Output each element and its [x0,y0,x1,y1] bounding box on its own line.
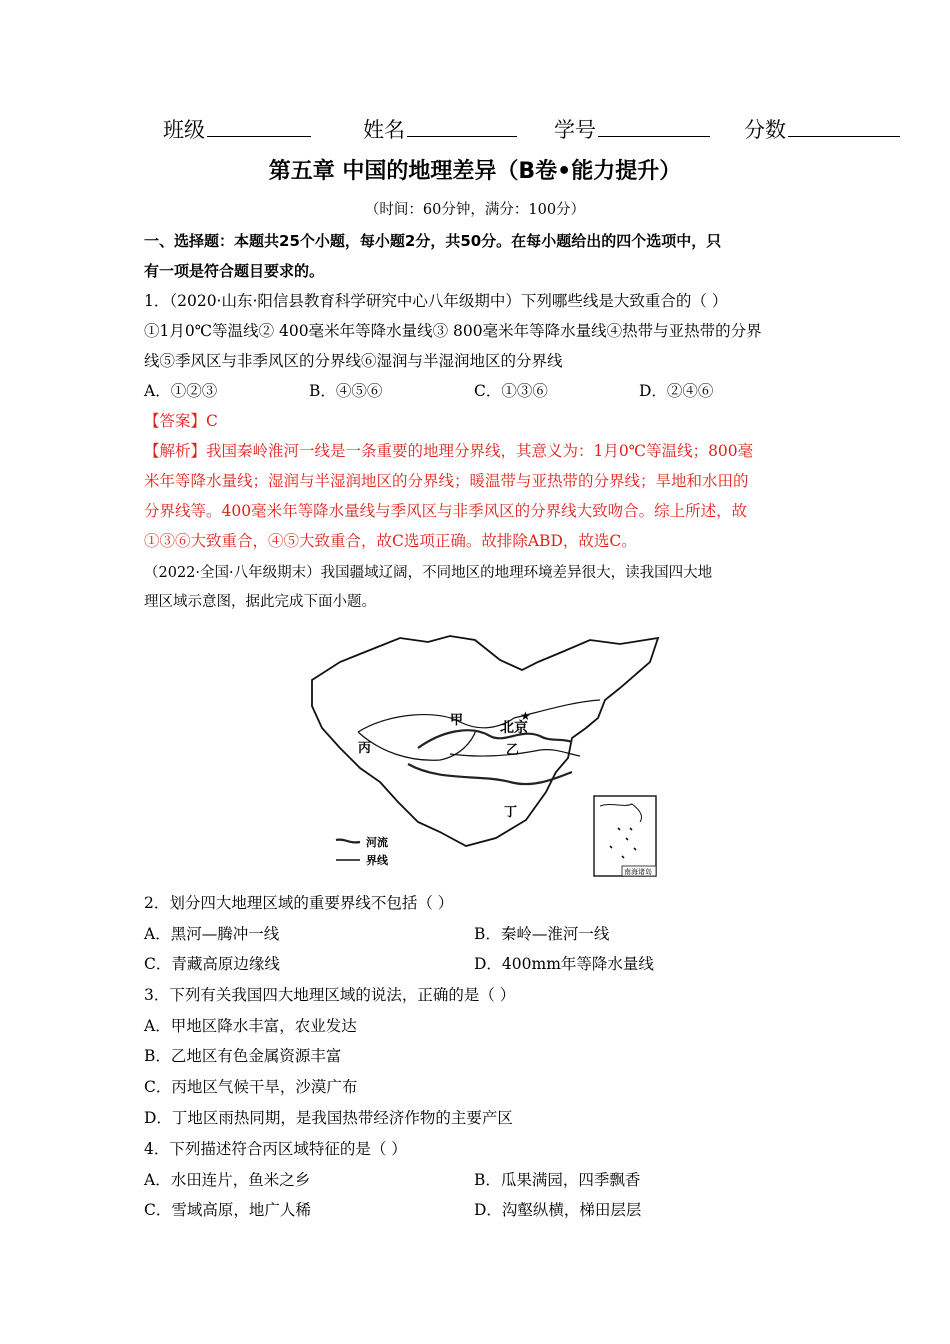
q2-option-d: D．400mm年等降水量线 [474,955,654,973]
q3-option-b: B．乙地区有色金属资源丰富 [144,1047,342,1065]
q1-analysis-line3: 分界线等。400毫米年等降水量线与季风区与非季风区的分界线大致吻合。综上所述，故 [144,502,748,520]
class-blank [207,134,311,137]
class-field [163,114,311,144]
score-label: 分数 [744,118,786,142]
legend-boundary-label: 界线 [366,854,388,867]
q4-option-d: D．沟壑纵横，梯田层层 [474,1201,642,1219]
id-field [554,114,710,144]
class-label: 班级 [163,118,205,142]
inset-islands [610,828,636,858]
boundary-line-north [358,700,600,732]
south-china-sea-inset [594,796,656,876]
q3-option-a: A．甲地区降水丰富，农业发达 [144,1017,357,1035]
section-heading-line1: 一、选择题：本题共25个小题，每小题2分，共50分。在每小题给出的四个选项中，只 [144,232,722,250]
q1-option-c: C．①③⑥ [474,382,548,400]
intro-line2: 理区域示意图，据此完成下面小题。 [144,594,376,610]
map-label-jia: 甲 [450,713,464,728]
q2-stem: 2．划分四大地理区域的重要界线不包括（ ） [144,894,454,912]
legend-river-icon [336,840,360,843]
q2-option-a: A．黑河—腾冲一线 [144,925,280,943]
intro-line1: （2022·全国·八年级期末）我国疆域辽阔，不同地区的地理环境差异很大，读我国四大地 [144,565,713,581]
q4-option-b: B．瓜果满园，四季飘香 [474,1171,641,1189]
beijing-star-icon: ★ [520,709,531,723]
q4-stem: 4．下列描述符合丙区域特征的是（ ） [144,1140,407,1158]
q2-option-c: C．青藏高原边缘线 [144,955,280,973]
name-blank [407,134,517,137]
q1-items-line1: ①1月0℃等温线② 400毫米年等降水量线③ 800毫米年等降水量线④热带与亚热带的分界 [144,322,762,340]
inset-coast [600,804,642,822]
q3-stem: 3．下列有关我国四大地理区域的说法，正确的是（ ） [144,986,516,1004]
boundary-line-plateau [358,730,476,760]
map-label-yi: 乙 [506,743,520,758]
score-blank [788,134,900,137]
id-blank [598,134,710,137]
china-regions-map [300,632,660,882]
inset-label: 南海诸岛 [624,868,652,876]
q1-items-line2: 线⑤季风区与非季风区的分界线⑥湿润与半湿润地区的分界线 [144,352,563,370]
page-title: 第五章 中国的地理差异（B卷•能力提升） [268,159,682,184]
q1-analysis-line4: ①③⑥大致重合，④⑤大致重合，故C选项正确。故排除ABD，故选C。 [144,532,637,550]
river-huanghe [418,730,572,748]
map-label-beijing: 北京 [500,720,528,736]
map-label-bing: 丙 [358,741,372,756]
q4-option-c: C．雪域高原，地广人稀 [144,1201,311,1219]
q2-option-b: B．秦岭—淮河一线 [474,925,610,943]
q1-option-d: D．②④⑥ [639,382,714,400]
q1-answer: 【答案】C [144,412,218,430]
q1-option-a: A．①②③ [144,382,218,400]
map-label-ding: 丁 [504,805,518,820]
q4-option-a: A．水田连片，鱼米之乡 [144,1171,311,1189]
q1-analysis-line2: 米年等降水量线；湿润与半湿润地区的分界线；暖温带与亚热带的分界线；旱地和水田的 [144,472,749,490]
score-field [744,114,900,144]
page-subtitle: （时间：60分钟，满分：100分） [364,202,586,218]
legend-river-label: 河流 [366,836,388,849]
river-changjiang [408,764,572,784]
q3-option-d: D．丁地区雨热同期，是我国热带经济作物的主要产区 [144,1109,513,1127]
section-heading-line2: 有一项是符合题目要求的。 [144,262,325,280]
q1-stem: 1．（2020·山东·阳信县教育科学研究中心八年级期中）下列哪些线是大致重合的（ ） [144,292,728,310]
q1-option-b: B．④⑤⑥ [309,382,383,400]
q1-analysis-line1: 【解析】我国秦岭淮河一线是一条重要的地理分界线，其意义为：1月0℃等温线；800毫 [144,442,754,460]
name-field [363,114,517,144]
name-label: 姓名 [363,118,405,142]
id-label: 学号 [554,118,596,142]
q3-option-c: C．丙地区气候干旱，沙漠广布 [144,1078,358,1096]
